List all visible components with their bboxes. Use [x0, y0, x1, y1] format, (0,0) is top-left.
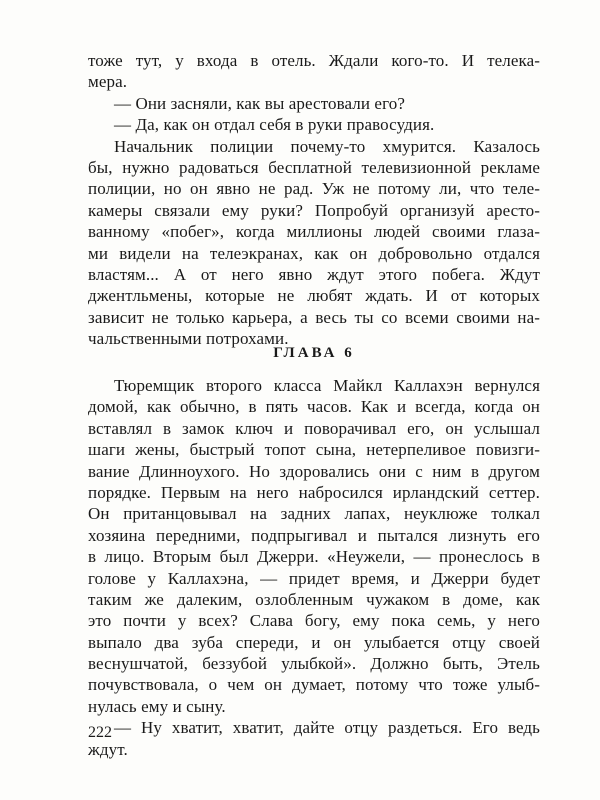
text-line: выпало два зуба спереди, и он улыбается отцу своей — [88, 632, 540, 652]
text-line: — Ну хватит, хватит, дайте отцу раздеться. Его ведь — [114, 718, 540, 738]
text-line: чальственными потрохами. — [88, 329, 289, 349]
text-line: голове у Каллахэна, — придет время, и Джерри будет — [88, 568, 540, 588]
text-line: почувствовала, о чем он думает, потому что тоже улыб- — [88, 675, 540, 695]
text-line: мера. — [88, 72, 128, 92]
text-line: — Да, как он отдал себя в руки правосудия. — [114, 115, 435, 135]
text-line: зависит не только карьера, а весь ты со всеми своими на- — [88, 307, 540, 327]
text-line: вставлял в замок ключ и поворачивал его, он услышал — [88, 418, 540, 438]
text-line: это почти у всех? Слава богу, ему пока семь, у него — [88, 611, 540, 631]
text-line: бы, нужно радоваться бесплатной телевизионной рекламе — [88, 157, 540, 177]
text-line: домой, как обычно, в пять часов. Как и всегда, когда он — [88, 397, 540, 417]
text-line: хозяина передними, подпрыгивал и пытался лизнуть его — [88, 525, 540, 545]
text-line: — Они засняли, как вы арестовали его? — [114, 93, 405, 113]
text-line: ми видели на телеэкранах, как он добровольно отдался — [88, 243, 540, 263]
text-line: властям... А от него явно ждут этого побега. Ждут — [88, 264, 540, 284]
page-number: 222 — [88, 724, 112, 741]
text-line: Начальник полиции почему-то хмурится. Казалось — [114, 136, 540, 156]
text-line: шаги жены, быстрый топот сына, нетерпеливое повизги- — [88, 440, 540, 460]
text-line: Он пританцовывал на задних лапах, неуклюже толкал — [88, 504, 540, 524]
text-block-chapter — [88, 375, 540, 760]
text-line: нулась ему и сыну. — [88, 696, 226, 716]
text-line: ванному «побег», когда миллионы людей своими глаза- — [88, 222, 540, 242]
text-line: в лицо. Вторым был Джерри. «Неужели, — пронеслось в — [88, 547, 540, 567]
text-line: полиции, но он явно не рад. Уж не потому ли, что теле- — [88, 179, 540, 199]
text-line: ждут. — [88, 739, 128, 759]
text-line: Тюремщик второго класса Майкл Каллахэн вернулся — [114, 376, 540, 395]
text-block-continuation — [88, 50, 540, 349]
text-line: таким же далеким, озлобленным чужаком в доме, как — [88, 589, 540, 609]
text-line: порядке. Первым на него набросился ирландский сеттер. — [88, 482, 540, 502]
text-line: камеры связали ему руки? Попробуй организуй аресто- — [88, 200, 540, 220]
text-line: вание Длинноухого. Но здоровались они с ним в другом — [88, 461, 540, 481]
text-line: веснушчатой, беззубой улыбкой». Должно быть, Этель — [88, 654, 540, 674]
text-line: джентльмены, которые не любят ждать. И от которых — [88, 286, 540, 306]
text-line: тоже тут, у входа в отель. Ждали кого-то. И телека- — [88, 51, 540, 70]
chapter-heading: ГЛАВА 6 — [273, 345, 355, 361]
